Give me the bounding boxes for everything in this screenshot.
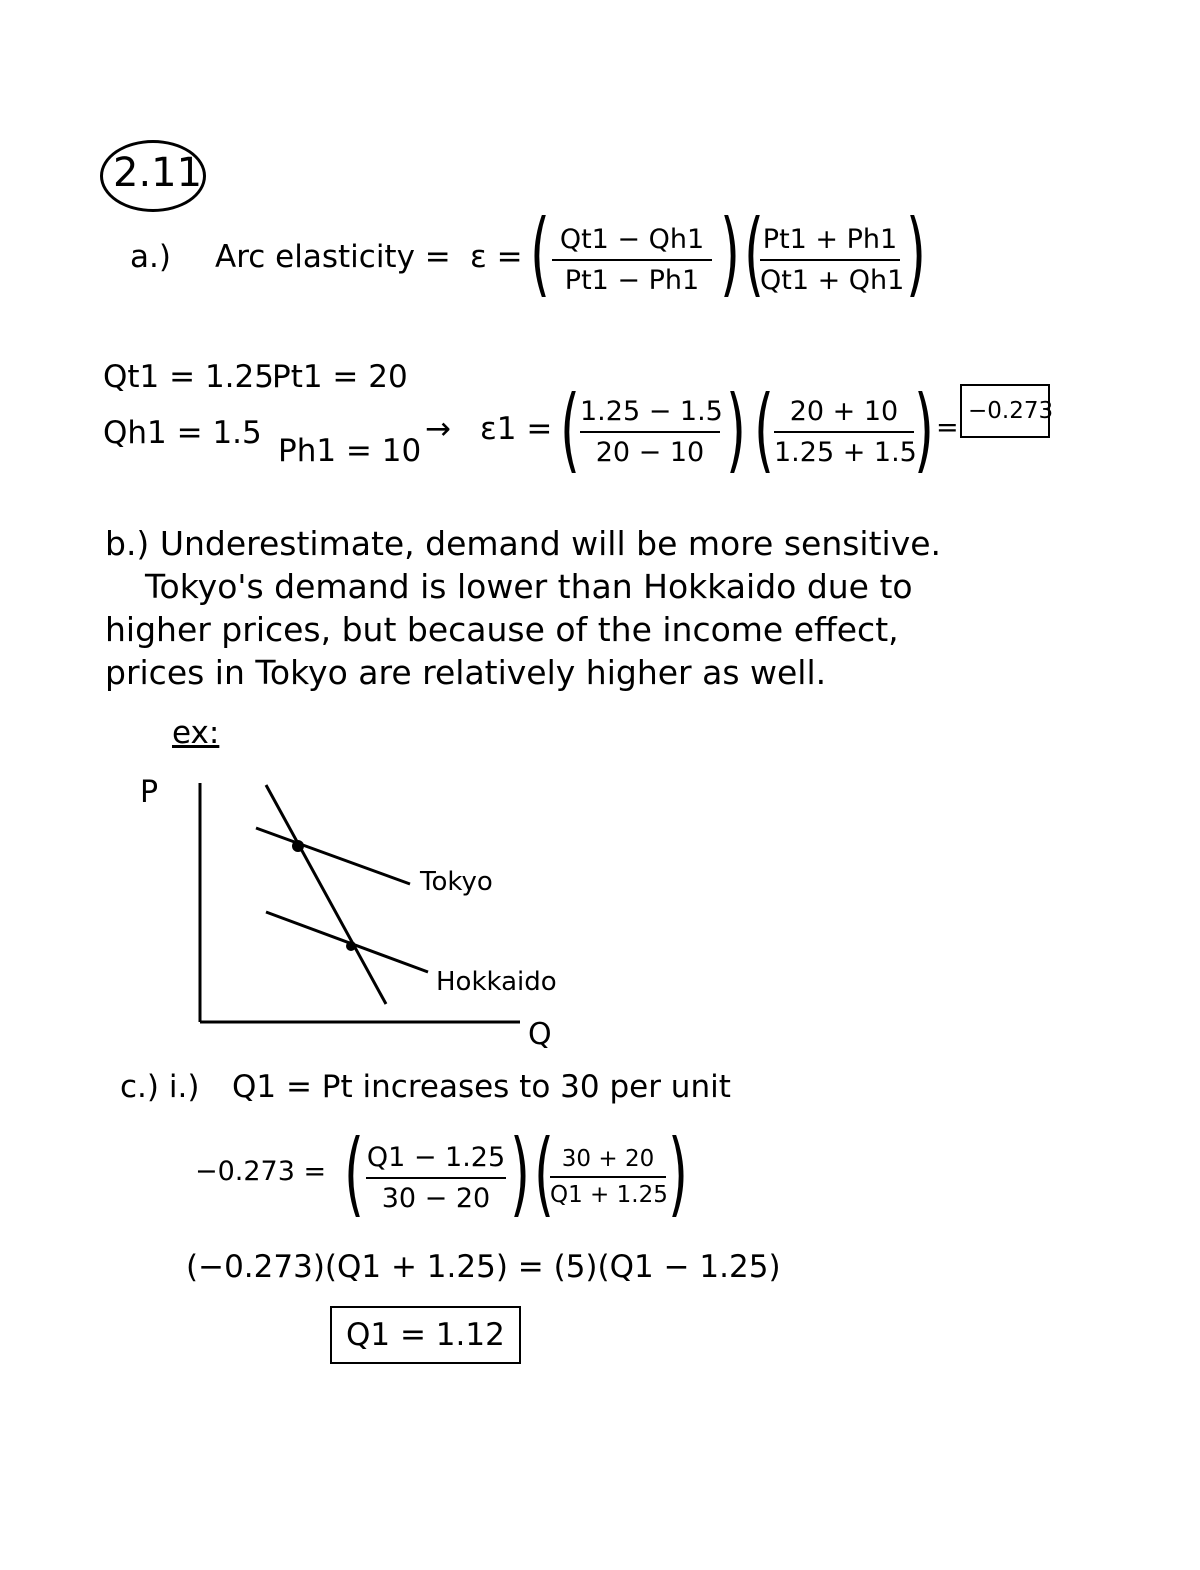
close-paren-4: ) xyxy=(914,376,934,483)
part-a-label: a.) xyxy=(130,239,171,275)
arrow-icon: → xyxy=(425,411,451,447)
part-b-line-1 xyxy=(105,522,1065,565)
tokyo-curve-label: Tokyo xyxy=(420,867,493,897)
formula-den-2: Qt1 + Qh1 xyxy=(760,265,905,296)
formula-lhs: ε = xyxy=(470,239,523,275)
formula-num-2: Pt1 + Ph1 xyxy=(762,224,898,255)
y-axis-label: P xyxy=(140,775,159,810)
x-axis-label: Q xyxy=(528,1017,552,1052)
step1-num-2: 30 + 20 xyxy=(561,1146,655,1172)
calc-den-2: 1.25 + 1.5 xyxy=(774,437,917,468)
given-p-tokyo: Pt1 = 20 xyxy=(272,359,408,395)
supply-line xyxy=(266,785,386,1004)
formula-num-1: Qt1 − Qh1 xyxy=(559,224,705,255)
formula-fraction-1 xyxy=(552,224,712,296)
fraction-bar xyxy=(774,431,914,433)
open-paren-5: ( xyxy=(344,1120,364,1227)
close-paren-5: ) xyxy=(510,1120,530,1227)
calc-num-2: 20 + 10 xyxy=(789,396,899,427)
fraction-bar xyxy=(760,259,900,261)
part-b-line-1-text: Underestimate, demand will be more sensitive. xyxy=(159,524,942,563)
open-paren-6: ( xyxy=(534,1120,554,1227)
step1-den-2: Q1 + 1.25 xyxy=(550,1182,668,1208)
part-c-label: c.) i.) xyxy=(120,1069,200,1105)
calc-equals: = xyxy=(936,412,959,443)
step1-lhs: −0.273 = xyxy=(195,1156,327,1187)
open-paren-1: ( xyxy=(530,200,550,307)
calc-num-1: 1.25 − 1.5 xyxy=(580,396,723,427)
open-paren-3: ( xyxy=(560,376,580,483)
hokkaido-equilibrium-point xyxy=(346,941,356,951)
formula-den-1: Pt1 − Ph1 xyxy=(564,265,700,296)
calc-fraction-2 xyxy=(774,396,917,468)
part-b-text xyxy=(105,522,1065,694)
calc-fraction-1 xyxy=(580,396,723,468)
fraction-bar xyxy=(550,1176,666,1178)
elasticity-result-box: −0.273 xyxy=(960,384,1050,438)
part-b-line-3: higher prices, but because of the income effect, xyxy=(105,610,899,649)
tokyo-equilibrium-point xyxy=(292,840,304,852)
fraction-bar xyxy=(580,431,720,433)
part-c-intro: Q1 = Pt increases to 30 per unit xyxy=(232,1069,731,1105)
close-paren-3: ) xyxy=(726,376,746,483)
given-q-hokkaido: Qh1 = 1.5 xyxy=(103,415,262,451)
step1-num-1: Q1 − 1.25 xyxy=(366,1142,506,1173)
fraction-bar xyxy=(366,1177,506,1179)
close-paren-6: ) xyxy=(668,1120,688,1227)
step1-fraction-2 xyxy=(550,1146,666,1208)
open-paren-4: ( xyxy=(754,376,774,483)
part-a-title: Arc elasticity = xyxy=(215,239,451,275)
final-answer-box: Q1 = 1.12 xyxy=(330,1306,521,1364)
step1-den-1: 30 − 20 xyxy=(381,1183,491,1214)
given-p-hokkaido: Ph1 = 10 xyxy=(278,433,422,469)
hokkaido-curve-label: Hokkaido xyxy=(436,967,557,997)
calc-lhs: ε1 = xyxy=(480,411,553,447)
given-q-tokyo: Qt1 = 1.25 xyxy=(103,359,274,395)
part-b-line-4: prices in Tokyo are relatively higher as well. xyxy=(105,653,827,692)
calc-den-1: 20 − 10 xyxy=(595,437,705,468)
fraction-bar xyxy=(552,259,712,261)
problem-number: 2.11 xyxy=(113,150,203,196)
close-paren-1: ) xyxy=(720,200,740,307)
step1-fraction-1 xyxy=(366,1142,506,1214)
tokyo-demand-curve xyxy=(256,828,410,884)
part-b-label: b.) xyxy=(105,524,150,563)
part-b-line-2: Tokyo's demand is lower than Hokkaido due to xyxy=(145,567,913,606)
close-paren-2: ) xyxy=(906,200,926,307)
example-label: ex: xyxy=(172,715,220,751)
part-c-step-2: (−0.273)(Q1 + 1.25) = (5)(Q1 − 1.25) xyxy=(186,1249,781,1285)
open-paren-2: ( xyxy=(744,200,764,307)
formula-fraction-2 xyxy=(760,224,905,296)
hokkaido-demand-curve xyxy=(266,912,428,972)
